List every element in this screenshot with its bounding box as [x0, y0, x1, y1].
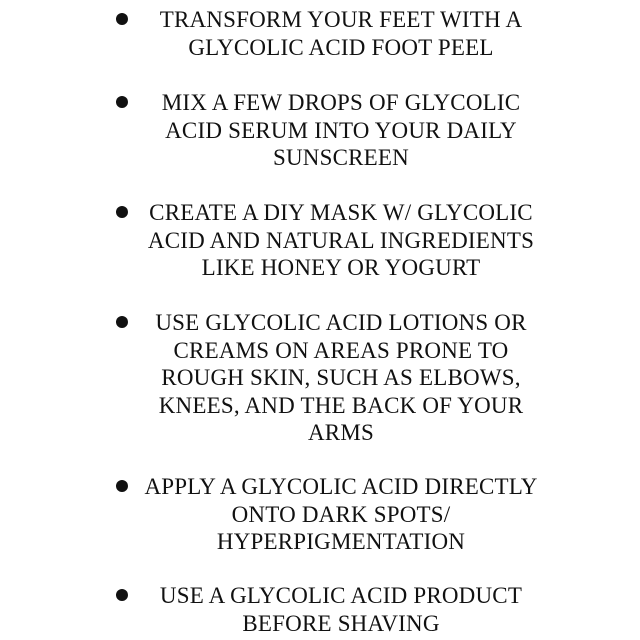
bullet-icon	[116, 316, 128, 328]
tip-text: CREATE A DIY MASK W/ GLYCOLIC ACID AND NATURAL INGREDIENTS LIKE HONEY OR YOGURT	[147, 200, 535, 280]
bullet-icon	[116, 13, 128, 25]
bullet-icon	[116, 589, 128, 601]
bullet-icon	[116, 206, 128, 218]
tip-text: APPLY A GLYCOLIC ACID DIRECTLY ONTO DARK SPOTS/ HYPERPIGMENTATION	[144, 474, 538, 554]
tip-text: TRANSFORM YOUR FEET WITH A GLYCOLIC ACID FOOT PEEL	[159, 7, 523, 60]
bullet-icon	[116, 96, 128, 108]
tip-text: MIX A FEW DROPS OF GLYCOLIC ACID SERUM INTO YOUR DAILY SUNSCREEN	[161, 90, 521, 170]
tip-text: USE A GLYCOLIC ACID PRODUCT BEFORE SHAVING	[159, 583, 523, 636]
tip-text: USE GLYCOLIC ACID LOTIONS OR CREAMS ON AREAS PRONE TO ROUGH SKIN, SUCH AS ELBOWS, KNEES, AND THE BACK OF YOUR ARMS	[155, 310, 527, 445]
bullet-icon	[116, 480, 128, 492]
